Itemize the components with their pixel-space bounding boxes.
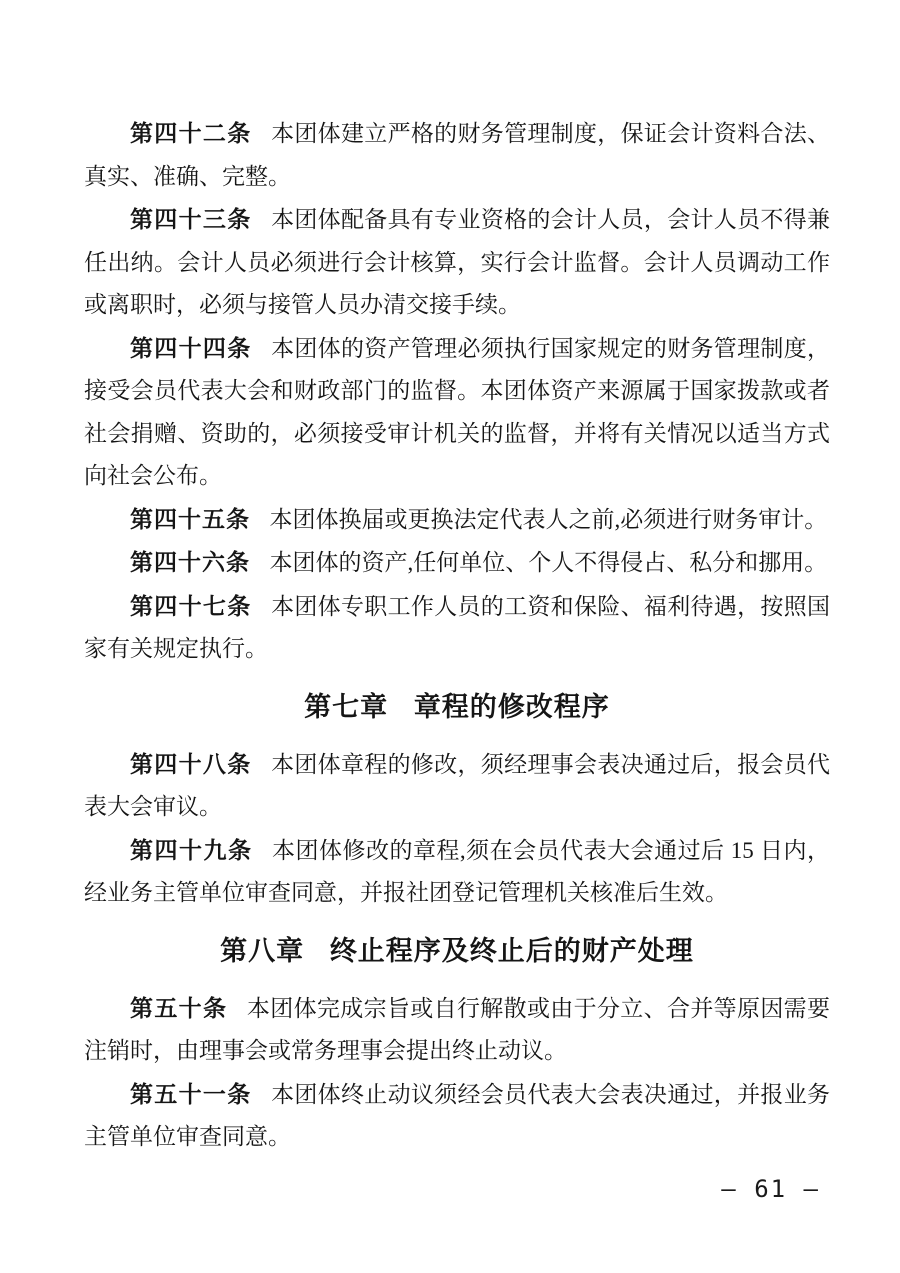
article-paragraph [84,198,830,327]
article-text: 本团体建立严格的财务管理制度，保证会计资料合法、真实、准确、完整。 [84,121,831,189]
chapter-label: 第七章 [304,691,389,722]
article-text: 本团体换届或更换法定代表人之前,必须进行财务审计。 [269,506,828,532]
page-number: – 61 – [721,1174,820,1203]
chapter-title: 章程的修改程序 [413,691,610,722]
chapter-label: 第八章 [220,935,305,966]
article-paragraph [84,327,830,498]
article-label: 第五十一条 [130,1080,252,1107]
article-paragraph [84,585,830,671]
article-paragraph [84,829,830,915]
article-label: 第四十二条 [130,120,252,146]
article-label: 第四十六条 [130,549,250,575]
article-label: 第四十八条 [130,750,252,777]
chapter-heading [84,685,830,729]
document-content [84,112,830,1159]
article-label: 第四十五条 [130,505,250,532]
article-paragraph [84,498,830,542]
article-paragraph [84,743,830,829]
article-label: 第五十条 [130,994,228,1021]
article-label: 第四十七条 [130,592,252,619]
article-label: 第四十三条 [130,206,252,232]
article-text: 本团体终止动议须经会员代表大会表决通过，并报业务主管单位审查同意。 [84,1081,831,1149]
article-text: 本团体完成宗旨或自行解散或由于分立、合并等原因需要注销时，由理事会或常务理事会提出终止动议。 [84,995,831,1063]
chapter-heading [84,929,830,973]
article-text: 本团体的资产管理必须执行国家规定的财务管理制度，接受会员代表大会和财政部门的监督。本团体资产来源属于国家拨款或者社会捐赠、资助的，必须接受审计机关的监督，并将有关情况以适当方式向社会公布。 [84,335,831,488]
chapter-title: 终止程序及终止后的财产处理 [329,935,694,966]
article-paragraph [84,987,830,1073]
article-text: 本团体专职工作人员的工资和保险、福利待遇，按照国家有关规定执行。 [84,593,831,661]
article-paragraph [84,1073,830,1159]
article-text: 本团体章程的修改，须经理事会表决通过后，报会员代表大会审议。 [84,751,831,819]
article-text: 本团体修改的章程,须在会员代表大会通过后 15 日内，经业务主管单位审查同意，并报社团登记管理机关核准后生效。 [84,837,831,905]
article-paragraph [84,112,830,198]
page-footer [84,1175,830,1203]
article-label: 第四十四条 [130,334,252,361]
article-label: 第四十九条 [130,836,253,863]
article-text: 本团体配备具有专业资格的会计人员，会计人员不得兼任出纳。会计人员必须进行会计核算，实行会计监督。会计人员调动工作或离职时，必须与接管人员办清交接手续。 [84,207,831,317]
article-text: 本团体的资产,任何单位、个人不得侵占、私分和挪用。 [269,550,828,575]
article-paragraph [84,541,830,585]
